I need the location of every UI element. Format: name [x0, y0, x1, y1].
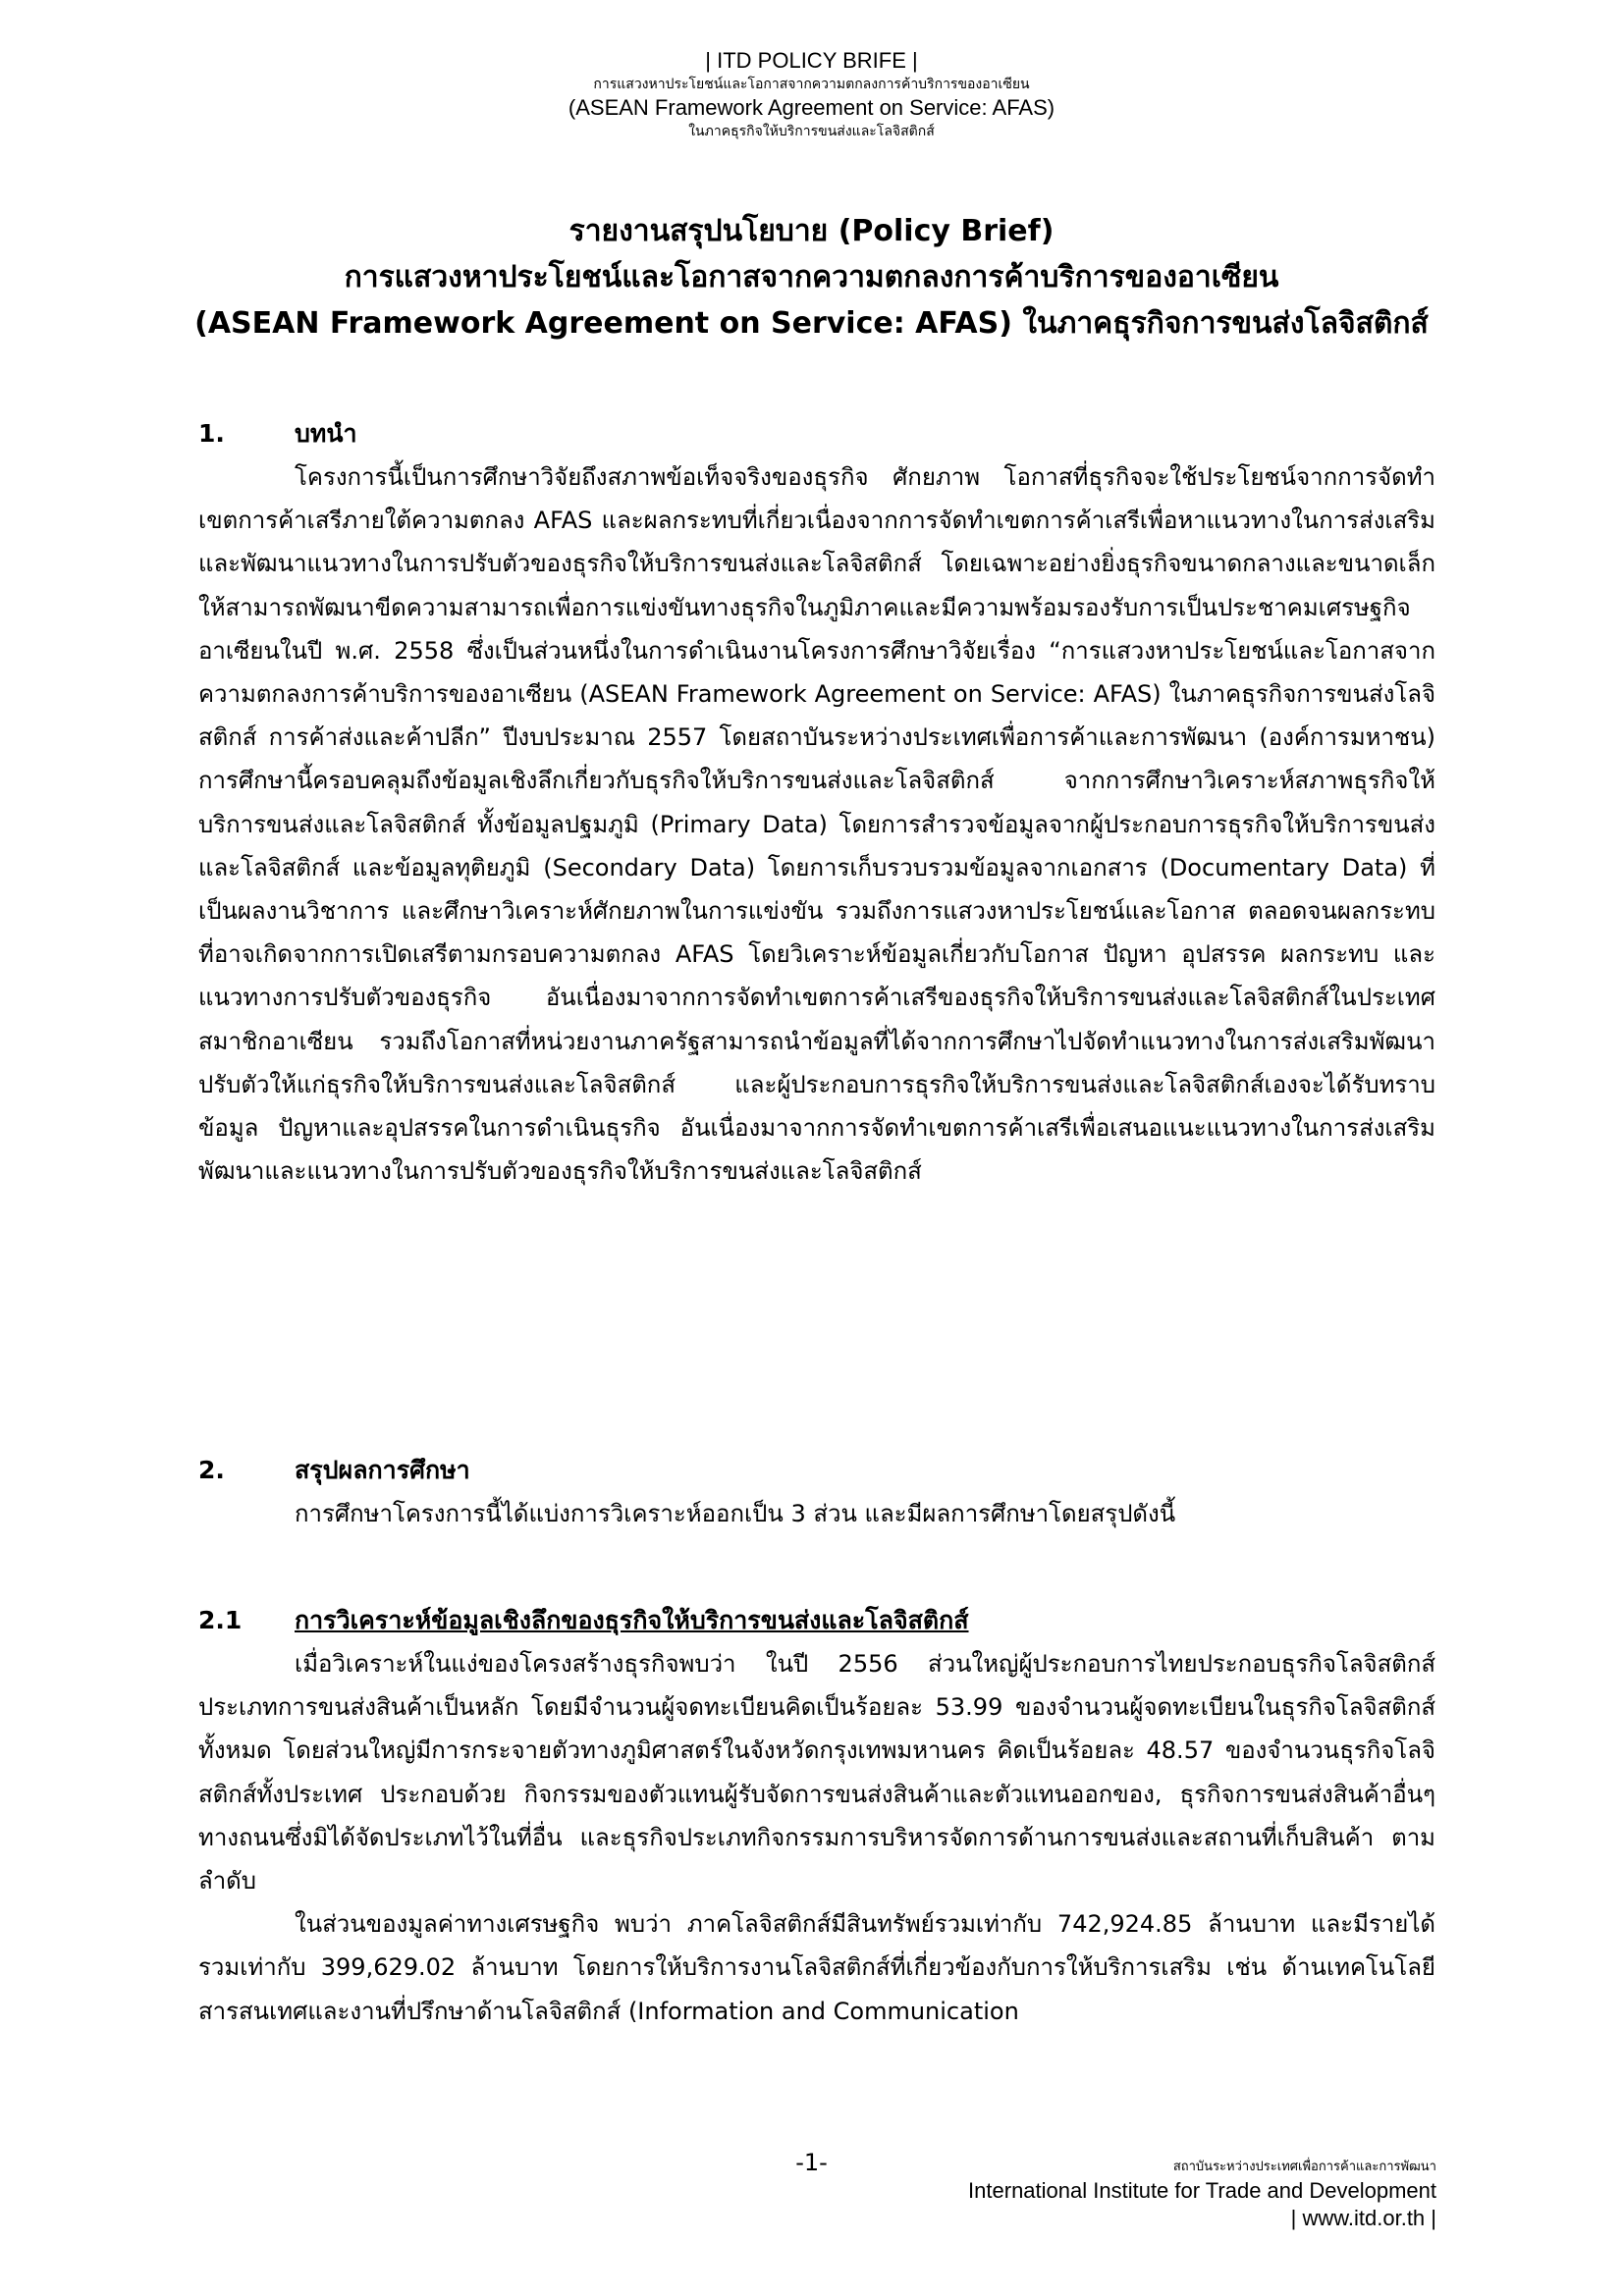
section-number: 2.1: [198, 1606, 243, 1634]
section-heading: [198, 412, 1435, 455]
section-paragraph: การศึกษาโครงการนี้ได้แบ่งการวิเคราะห์ออกเป็น 3 ส่วน และมีผลการศึกษาโดยสรุปดังนี้: [295, 1500, 1176, 1527]
footer-website: | www.itd.or.th |: [1290, 2206, 1436, 2230]
section-paragraph: เมื่อวิเคราะห์ในแง่ของโครงสร้างธุรกิจพบว่า ในปี 2556 ส่วนใหญ่ผู้ประกอบการไทยประกอบธุรกิจโลจิสติกส์ประเภทการขนส่งสินค้าเป็นหลัก โดยมีจำนวนผู้จดทะเบียนคิดเป็นร้อยละ 53.99 ของจำนวนผู้จดทะเบียนในธุรกิจโลจิสติกส์ทั้งหมด โดยส่วนใหญ่มีการกระจายตัวทางภูมิศาสตร์ในจังหวัดกรุงเทพมหานคร คิดเป็นร้อยละ 48.57 ของจำนวนธุรกิจโลจิสติกส์ทั้งประเทศ ประกอบด้วย กิจกรรมของตัวแทนผู้รับจัดการขนส่งสินค้าและตัวแทนออกของ, ธุรกิจการขนส่งสินค้าอื่นๆ ทางถนนซึ่งมิได้จัดประเภทไว้ในที่อื่น และธุรกิจประเภทกิจกรรมการบริหารจัดการด้านการขนส่งและสถานที่เก็บสินค้า ตามลำดับ: [198, 1650, 1435, 1896]
document-title: [0, 208, 1623, 347]
section-logistics-analysis: [198, 1599, 1435, 2033]
section-title: บทนำ: [295, 419, 357, 448]
header-thai-subtitle: ในภาคธุรกิจให้บริการขนส่งและโลจิสติกส์: [688, 124, 935, 139]
section-heading: [198, 1599, 1435, 1642]
page-header: [0, 47, 1623, 141]
page-footer: [968, 2158, 1436, 2232]
footer-org-thai: สถาบันระหว่างประเทศเพื่อการค้าและการพัฒนา: [1172, 2160, 1436, 2174]
section-number: 1.: [198, 419, 225, 448]
title-line-2: การแสวงหาประโยชน์และโอกาสจากความตกลงการค้าบริการของอาเซียน: [344, 260, 1279, 294]
section-title: การวิเคราะห์ข้อมูลเชิงลึกของธุรกิจให้บริการขนส่งและโลจิสติกส์: [295, 1606, 969, 1634]
section-introduction: [198, 412, 1435, 1193]
footer-org-english: International Institute for Trade and Development: [968, 2178, 1436, 2203]
section-heading: [198, 1449, 1435, 1492]
header-thai-title: การแสวงหาประโยชน์และโอกาสจากความตกลงการค้าบริการของอาเซียน: [593, 77, 1030, 92]
section-paragraph: โครงการนี้เป็นการศึกษาวิจัยถึงสภาพข้อเท็จจริงของธุรกิจ ศักยภาพ โอกาสที่ธุรกิจจะใช้ประโยชน์จากการจัดทำเขตการค้าเสรีภายใต้ความตกลง AFAS และผลกระทบที่เกี่ยวเนื่องจากการจัดทำเขตการค้าเสรีเพื่อหาแนวทางในการส่งเสริมและพัฒนาแนวทางในการปรับตัวของธุรกิจให้บริการขนส่งและโลจิสติกส์ โดยเฉพาะอย่างยิ่งธุรกิจขนาดกลางและขนาดเล็กให้สามารถพัฒนาขีดความสามารถเพื่อการแข่งขันทางธุรกิจในภูมิภาคและมีความพร้อมรองรับการเป็นประชาคมเศรษฐกิจอาเซียนในปี พ.ศ. 2558 ซึ่งเป็นส่วนหนึ่งในการดำเนินงานโครงการศึกษาวิจัยเรื่อง “การแสวงหาประโยชน์และโอกาสจากความตกลงการค้าบริการของอาเซียน (ASEAN Framework Agreement on Service: AFAS) ในภาคธุรกิจการขนส่งโลจิสติกส์ การค้าส่งและค้าปลีก” ปีงบประมาณ 2557 โดยสถาบันระหว่างประเทศเพื่อการค้าและการพัฒนา (องค์การมหาชน) การศึกษานี้ครอบคลุมถึงข้อมูลเชิงลึกเกี่ยวกับธุรกิจให้บริการขนส่งและโลจิสติกส์ จากการศึกษาวิเคราะห์สภาพธุรกิจให้บริการขนส่งและโลจิสติกส์ ทั้งข้อมูลปฐมภูมิ (Primary Data) โดยการสำรวจข้อมูลจากผู้ประกอบการธุรกิจให้บริการขนส่งและโลจิสติกส์ และข้อมูลทุติยภูมิ (Secondary Data) โดยการเก็บรวบรวมข้อมูลจากเอกสาร (Documentary Data) ที่เป็นผลงานวิชาการ และศึกษาวิเคราะห์ศักยภาพในการแข่งขัน รวมถึงการแสวงหาประโยชน์และโอกาส ตลอดจนผลกระทบที่อาจเกิดจากการเปิดเสรีตามกรอบความตกลง AFAS โดยวิเคราะห์ข้อมูลเกี่ยวกับโอกาส ปัญหา อุปสรรค ผลกระทบ และแนวทางการปรับตัวของธุรกิจ อันเนื่องมาจากการจัดทำเขตการค้าเสรีของธุรกิจให้บริการขนส่งและโลจิสติกส์ในประเทศสมาชิกอาเซียน รวมถึงโอกาสที่หน่วยงานภาครัฐสามารถนำข้อมูลที่ได้จากการศึกษาไปจัดทำแนวทางในการส่งเสริมพัฒนา ปรับตัวให้แก่ธุรกิจให้บริการขนส่งและโลจิสติกส์ และผู้ประกอบการธุรกิจให้บริการขนส่งและโลจิสติกส์เองจะได้รับทราบข้อมูล ปัญหาและอุปสรรคในการดำเนินธุรกิจ อันเนื่องมาจากการจัดทำเขตการค้าเสรีเพื่อเสนอแนะแนวทางในการส่งเสริมพัฒนาและแนวทางในการปรับตัวของธุรกิจให้บริการขนส่งและโลจิสติกส์: [198, 463, 1435, 1186]
page-number: -1-: [795, 2149, 828, 2176]
header-brand: | ITD POLICY BRIFE |: [705, 48, 918, 73]
section-title: สรุปผลการศึกษา: [295, 1456, 470, 1484]
section-number: 2.: [198, 1456, 225, 1484]
section-paragraph: ในส่วนของมูลค่าทางเศรษฐกิจ พบว่า ภาคโลจิสติกส์มีสินทรัพย์รวมเท่ากับ 742,924.85 ล้านบาท และมีรายได้รวมเท่ากับ 399,629.02 ล้านบาท โดยการให้บริการงานโลจิสติกส์ที่เกี่ยวข้องกับการให้บริการเสริม เช่น ด้านเทคโนโลยีสารสนเทศและงานที่ปรึกษาด้านโลจิสติกส์ (Information and Communication: [198, 1910, 1435, 2025]
header-english-title: (ASEAN Framework Agreement on Service: AFAS): [568, 95, 1055, 120]
section-summary: [198, 1449, 1435, 1535]
title-line-1: รายงานสรุปนโยบาย (Policy Brief): [568, 214, 1055, 248]
title-line-3: (ASEAN Framework Agreement on Service: AFAS) ในภาคธุรกิจการขนส่งโลจิสติกส์: [194, 306, 1429, 341]
